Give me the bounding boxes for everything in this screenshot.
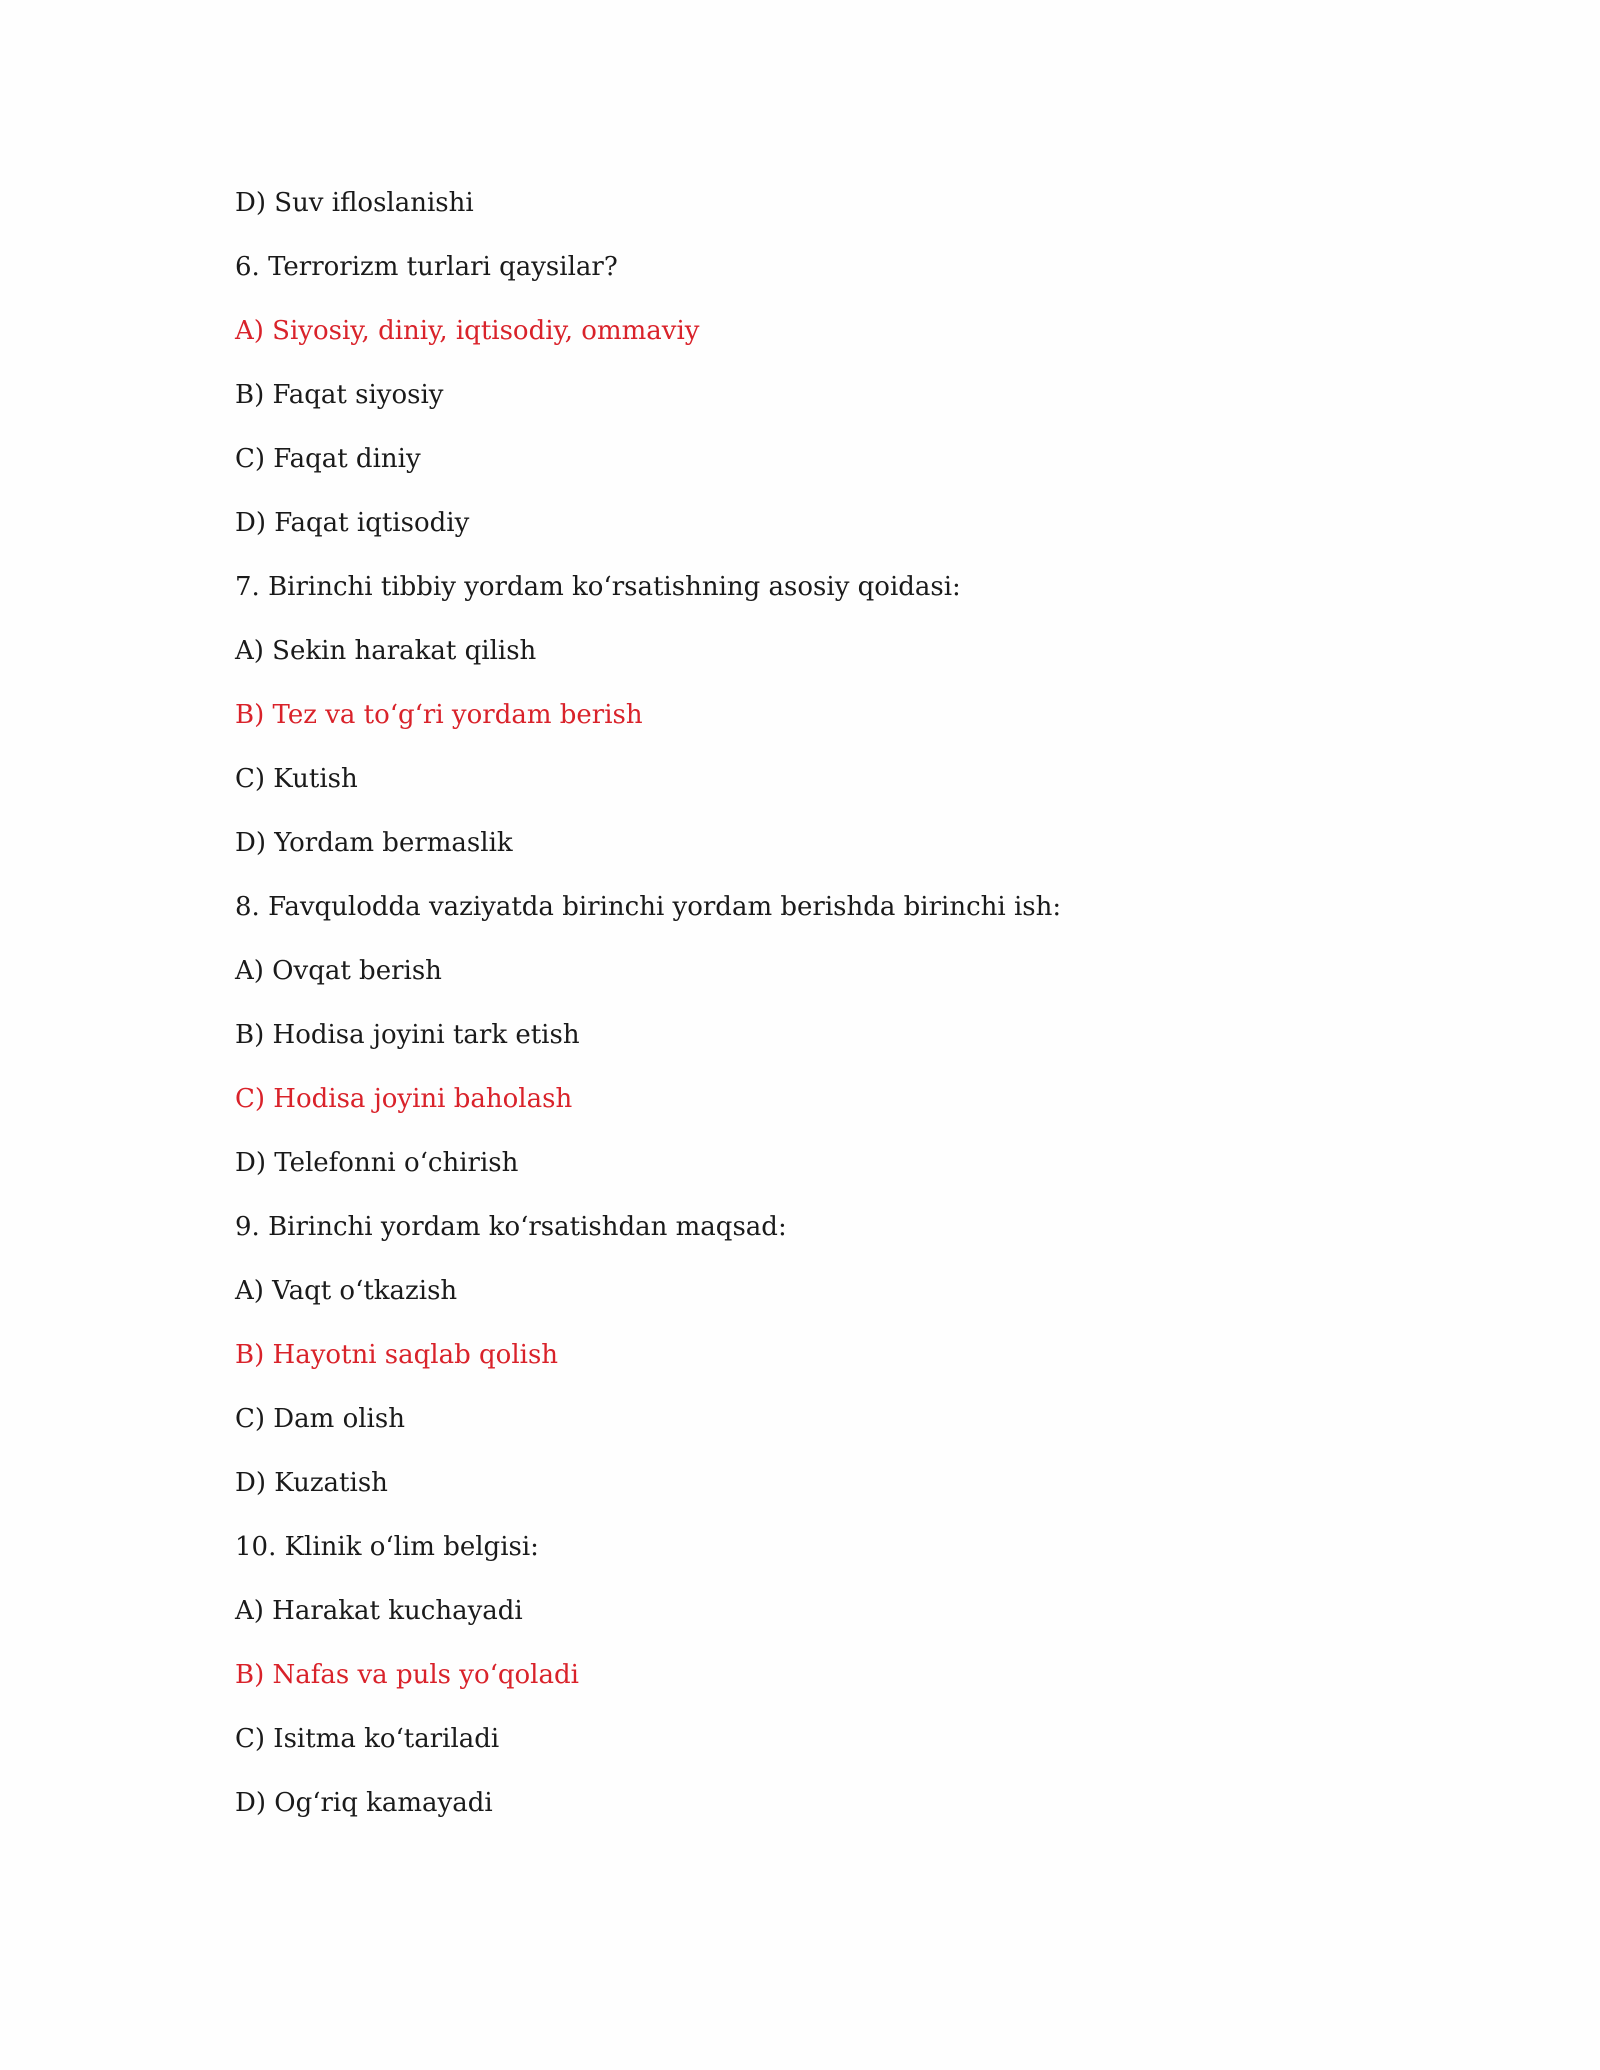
- answer-option-b: B) Hodisa joyini tark etish: [235, 1020, 580, 1050]
- answer-option-c: C) Kutish: [235, 764, 358, 794]
- answer-option-c: C) Dam olish: [235, 1404, 405, 1434]
- answer-option-a: A) Harakat kuchayadi: [235, 1596, 523, 1626]
- answer-option-a: A) Sekin harakat qilish: [235, 636, 537, 666]
- answer-option-b: B) Hayotni saqlab qolish: [235, 1340, 559, 1370]
- answer-option-d: D) Kuzatish: [235, 1468, 388, 1498]
- answer-option-b: B) Nafas va puls yoʻqoladi: [235, 1660, 579, 1690]
- answer-option-a: A) Ovqat berish: [235, 956, 442, 986]
- quiz-content: [235, 186, 1435, 1850]
- answer-option-d: D) Faqat iqtisodiy: [235, 508, 470, 538]
- answer-option-c: C) Isitma koʻtariladi: [235, 1724, 500, 1754]
- answer-option-c: C) Faqat diniy: [235, 444, 421, 474]
- question-8: 8. Favqulodda vaziyatda birinchi yordam berishda birinchi ish:: [235, 892, 1062, 922]
- answer-option-d: D) Telefonni oʻchirish: [235, 1148, 519, 1178]
- answer-option-b: B) Tez va toʻgʻri yordam berish: [235, 700, 643, 730]
- answer-option-a: A) Siyosiy, diniy, iqtisodiy, ommaviy: [235, 316, 700, 346]
- answer-option-b: B) Faqat siyosiy: [235, 380, 444, 410]
- answer-option-d: D) Ogʻriq kamayadi: [235, 1788, 493, 1818]
- question-7: 7. Birinchi tibbiy yordam koʻrsatishning asosiy qoidasi:: [235, 572, 961, 602]
- answer-option-d: D) Suv ifloslanishi: [235, 188, 474, 218]
- answer-option-a: A) Vaqt oʻtkazish: [235, 1276, 458, 1306]
- question-6: 6. Terrorizm turlari qaysilar?: [235, 252, 618, 282]
- question-9: 9. Birinchi yordam koʻrsatishdan maqsad:: [235, 1212, 787, 1242]
- answer-option-d: D) Yordam bermaslik: [235, 828, 513, 858]
- question-10: 10. Klinik oʻlim belgisi:: [235, 1532, 539, 1562]
- answer-option-c: C) Hodisa joyini baholash: [235, 1084, 573, 1114]
